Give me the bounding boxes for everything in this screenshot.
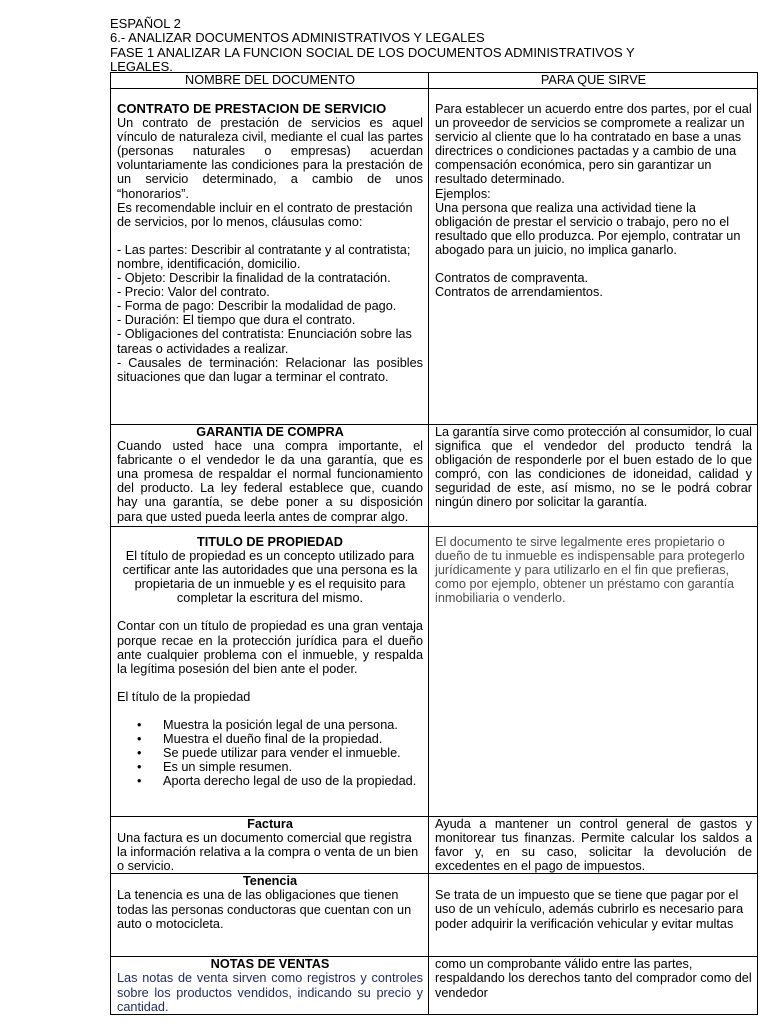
phase-title-line2: LEGALES.	[110, 58, 173, 74]
document-title: TITULO DE PROPIEDAD	[197, 535, 343, 549]
clause-item: - Forma de pago: Describir la modalidad de pago.	[117, 299, 397, 314]
purpose-cell-contrato	[429, 89, 758, 425]
table-row	[111, 957, 758, 1014]
subject-title: ESPAÑOL 2	[110, 16, 181, 31]
column-header-document-name: NOMBRE DEL DOCUMENTO	[111, 73, 429, 89]
list-item: • Muestra el dueño final de la propiedad.	[163, 732, 423, 746]
document-description: Cuando usted hace una compra importante, el fabricante o el vendedor le da una garantía, que es una promesa de respaldar el normal funcionamiento del producto. La ley federal establece que, cuando hay una garantía, se debe poner a su disposición para que usted pueda leerla antes de comprar algo.	[117, 439, 423, 524]
table-row	[111, 817, 758, 874]
table-header-row	[111, 73, 758, 89]
document-cell-contrato	[111, 89, 429, 425]
document-description: El título de propiedad es un concepto utilizado para certificar ante las autoridades que una persona es la propietaria de un inmueble y es el requisito para completar la escritura del mismo.	[122, 549, 418, 606]
list-item: • Es un simple resumen.	[163, 760, 423, 774]
document-description: Es recomendable incluir en el contrato de prestación de servicios, por lo menos, cláusulas como:	[117, 200, 413, 229]
clause-item: - Las partes: Describir al contratante y al contratista; nombre, identificación, domicilio.	[117, 242, 411, 271]
document-title: Tenencia	[242, 874, 298, 889]
purpose-cell-tenencia	[429, 874, 758, 957]
phase-title-line1: FASE 1 ANALIZAR LA FUNCION SOCIAL DE LOS DOCUMENTOS ADMINISTRATIVOS Y	[110, 44, 635, 60]
purpose-text: El documento te sirve legalmente eres propietario o dueño de tu inmueble es indispensable para protegerlo jurídicamente y para utilizarlo en el fin que prefieras, como por ejemplo, obtener un préstamo con garantía inmobiliaria o venderlo.	[435, 535, 745, 606]
document-description: Contar con un título de propiedad es una gran ventaja porque recae en la protección jurídica para el dueño ante cualquier problema con el inmueble, y respalda la legítima posesión del bien ante el poder.	[117, 619, 423, 676]
document-title: CONTRATO DE PRESTACION DE SERVICIO	[117, 101, 387, 116]
list-item: • Aporta derecho legal de uso de la propiedad.	[163, 774, 423, 788]
document-description: Las notas de venta sirven como registros y controles sobre los productos vendidos, indicando su precio y cantidad.	[117, 971, 423, 1014]
clause-item: - Precio: Valor del contrato.	[117, 285, 270, 300]
table-row	[111, 527, 758, 817]
list-item: • Muestra la posición legal de una persona.	[163, 718, 423, 732]
purpose-text: como un comprobante válido entre las partes, respaldando los derechos tanto del comprador como del vendedor	[435, 957, 752, 1000]
document-title: GARANTIA DE COMPRA	[196, 425, 344, 439]
documents-table	[110, 72, 758, 1015]
document-cell-garantia	[111, 425, 429, 527]
purpose-cell-garantia	[429, 425, 758, 527]
document-cell-factura	[111, 817, 429, 874]
purpose-cell-factura	[429, 817, 758, 874]
purpose-text: Para establecer un acuerdo entre dos partes, por el cual un proveedor de servicios se compromete a realizar un servicio al cliente que lo ha contratado en base a unas directrices o condiciones pactadas y a cambio de una compensación económica, pero sin garantizar un resultado determinado.	[435, 102, 752, 187]
purpose-text: Ayuda a mantener un control general de gastos y monitorear tus finanzas. Permite calcular los saldos a favor y, en su caso, solicitar la devolución de excedentes en el pago de impuestos.	[435, 817, 752, 874]
document-title: NOTAS DE VENTAS	[210, 957, 330, 972]
example-item: Contratos de compraventa.	[435, 271, 589, 286]
example-item: Contratos de arrendamientos.	[435, 285, 603, 300]
document-cell-titulo	[111, 527, 429, 817]
page-header	[110, 17, 730, 74]
purpose-cell-notas	[429, 957, 758, 1014]
features-list	[117, 718, 423, 788]
document-description: Un contrato de prestación de servicios es aquel vínculo de naturaleza civil, mediante el cual las partes (personas naturales o empresas) acuerdan voluntariamente las condiciones para la prestación de un servicio determinado, a cambio de unos “honorarios”.	[117, 116, 423, 201]
clause-item: - Duración: El tiempo que dura el contrato.	[117, 313, 356, 328]
table-row	[111, 89, 758, 425]
purpose-cell-titulo	[429, 527, 758, 817]
clause-item: - Causales de terminación: Relacionar las posibles situaciones que dan lugar a terminar el contrato.	[117, 355, 423, 384]
table-row	[111, 425, 758, 527]
document-description: El título de la propiedad	[117, 689, 251, 704]
document-description: La tenencia es una de las obligaciones que tienen todas las personas conductoras que cuentan con un auto o motocicleta.	[117, 888, 412, 931]
clause-item: - Objeto: Describir la finalidad de la contratación.	[117, 271, 391, 286]
table-row	[111, 874, 758, 957]
purpose-text: Se trata de un impuesto que se tiene que pagar por el uso de un vehículo, además cubrirlo es necesario para poder adquirir la verificación vehicular y evitar multas	[435, 888, 744, 931]
document-cell-notas	[111, 957, 429, 1014]
examples-label: Ejemplos:	[435, 186, 491, 201]
document-title: Factura	[247, 817, 293, 831]
document-cell-tenencia	[111, 874, 429, 957]
list-item: • Se puede utilizar para vender el inmueble.	[163, 746, 423, 760]
clause-item: - Obligaciones del contratista: Enunciación sobre las tareas o actividades a realizar.	[117, 327, 412, 356]
purpose-text: La garantía sirve como protección al consumidor, lo cual significa que el vendedor del producto tendrá la obligación de responderle por el buen estado de lo que compró, con las condiciones de idoneidad, calidad y seguridad de este, así mismo, no se le podrá cobrar ningún dinero por solicitar la garantía.	[435, 425, 752, 510]
document-description: Una factura es un documento comercial que registra la información relativa a la compra o venta de un bien o servicio.	[117, 831, 419, 874]
column-header-purpose: PARA QUE SIRVE	[429, 73, 758, 89]
unit-title: 6.- ANALIZAR DOCUMENTOS ADMINISTRATIVOS Y LEGALES	[110, 30, 485, 46]
purpose-text: Una persona que realiza una actividad tiene la obligación de prestar el servicio o trabajo, pero no el resultado que ello produzca. Por ejemplo, contratar un abogado para un juicio, no implica ganarlo.	[435, 200, 741, 257]
